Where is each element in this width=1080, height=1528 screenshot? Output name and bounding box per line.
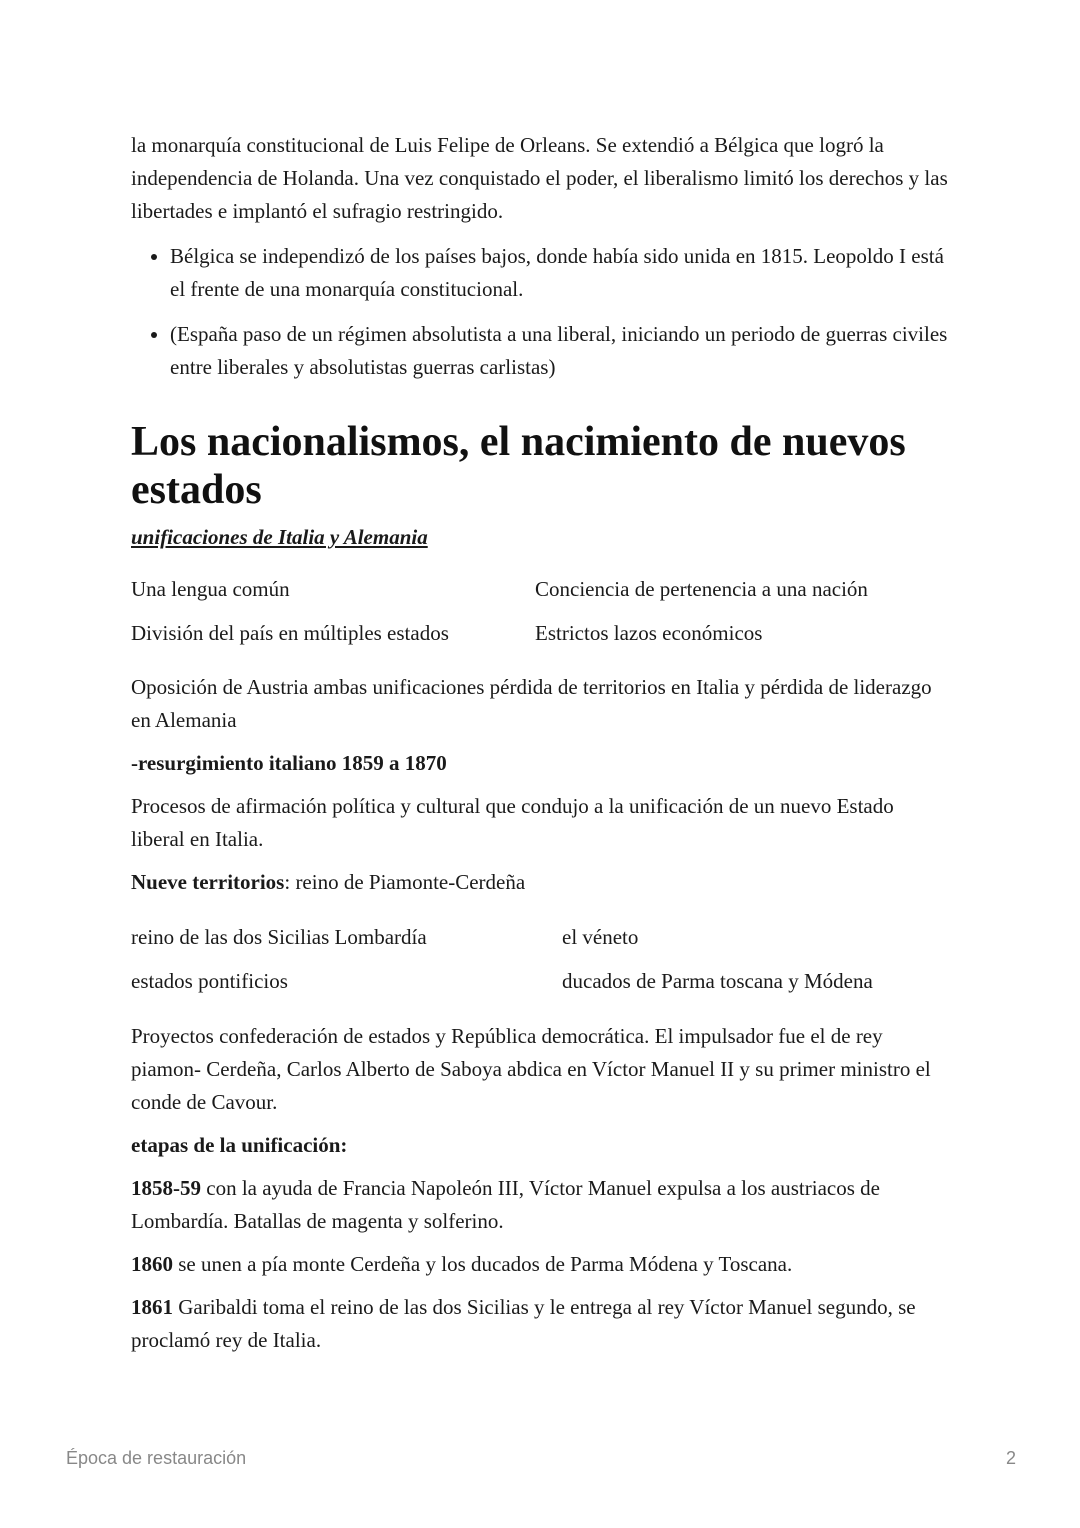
territory-item: ducados de Parma toscana y Módena xyxy=(562,969,873,993)
etapa-paragraph xyxy=(131,1291,951,1357)
etapa-year: 1858-59 xyxy=(131,1176,201,1200)
territories-text: : reino de Piamonte-Cerdeña xyxy=(284,870,526,894)
resurgimiento-paragraph: Procesos de afirmación política y cultural que condujo a la unificación de un nuevo Estado liberal en Italia. xyxy=(131,794,894,851)
footer-title: Época de restauración xyxy=(66,1448,247,1468)
section-title: Los nacionalismos, el nacimiento de nuevos estados xyxy=(131,419,906,513)
feature-item: Conciencia de pertenencia a una nación xyxy=(535,577,868,601)
territories-label: Nueve territorios xyxy=(131,870,285,894)
etapa-year: 1860 xyxy=(131,1252,173,1276)
etapa-text: se unen a pía monte Cerdeña y los ducados de Parma Módena y Toscana. xyxy=(173,1252,793,1276)
territory-item: reino de las dos Sicilias Lombardía xyxy=(131,925,427,949)
resurgimiento-heading: -resurgimiento italiano 1859 a 1870 xyxy=(131,751,447,775)
feature-item: División del país en múltiples estados xyxy=(131,621,449,645)
etapa-paragraph xyxy=(131,1248,951,1281)
proyectos-paragraph: Proyectos confederación de estados y República democrática. El impulsador fue el de rey piamon- Cerdeña, Carlos Alberto de Saboya abdica en Víctor Manuel II y su primer ministro el conde de Cavour. xyxy=(131,1024,931,1114)
territories-intro xyxy=(131,866,951,899)
feature-item: Estrictos lazos económicos xyxy=(535,621,763,645)
intro-bullet-list xyxy=(131,240,951,384)
bullet-item: • (España paso de un régimen absolutista a una liberal, iniciando un periodo de guerras civiles entre liberales y absolutistas guerras carlistas) xyxy=(170,318,951,384)
section-subtitle: unificaciones de Italia y Alemania xyxy=(131,525,428,549)
document-page xyxy=(131,129,951,1367)
austria-paragraph: Oposición de Austria ambas unificaciones pérdida de territorios en Italia y pérdida de liderazgo en Alemania xyxy=(131,675,932,732)
feature-item: Una lengua común xyxy=(131,577,290,601)
etapas-heading: etapas de la unificación: xyxy=(131,1133,348,1157)
etapa-year: 1861 xyxy=(131,1295,173,1319)
territories-grid xyxy=(131,921,951,998)
etapa-text: con la ayuda de Francia Napoleón III, Víctor Manuel expulsa a los austriacos de Lombardía. Batallas de magenta y solferino. xyxy=(131,1176,880,1233)
intro-paragraph: la monarquía constitucional de Luis Felipe de Orleans. Se extendió a Bélgica que logró la independencia de Holanda. Una vez conquistado el poder, el liberalismo limitó los derechos y las libertades e implantó el sufragio restringido. xyxy=(131,133,948,223)
bullet-item: • Bélgica se independizó de los países bajos, donde había sido unida en 1815. Leopoldo I está el frente de una monarquía constitucional. xyxy=(170,240,951,306)
territory-item: el véneto xyxy=(562,925,639,949)
page-number: 2 xyxy=(1005,1448,1016,1468)
etapa-paragraph xyxy=(131,1172,951,1238)
etapa-text: Garibaldi toma el reino de las dos Sicilias y le entrega al rey Víctor Manuel segundo, se proclamó rey de Italia. xyxy=(131,1295,916,1352)
territory-item: estados pontificios xyxy=(131,969,288,993)
features-grid xyxy=(131,573,951,650)
